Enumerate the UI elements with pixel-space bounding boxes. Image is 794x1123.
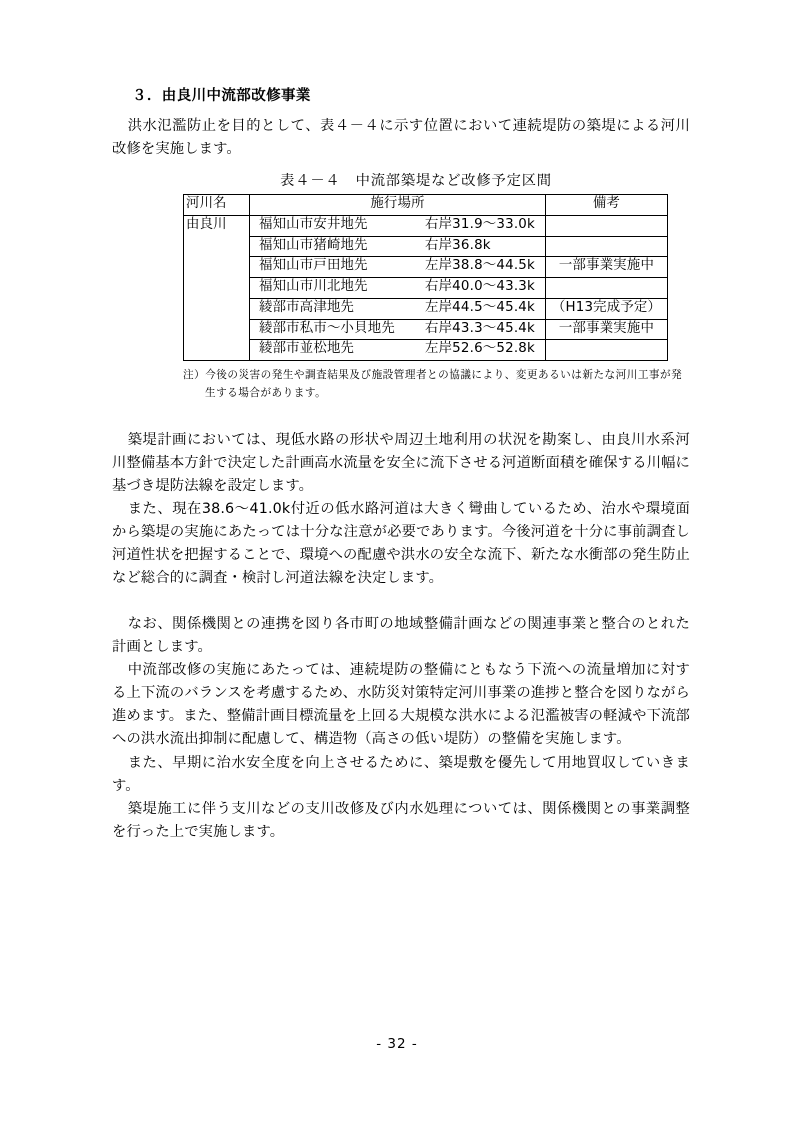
place-name: 福知山市猪崎地先 xyxy=(259,237,368,253)
section-heading: ３．由良川中流部改修事業 xyxy=(132,88,311,104)
intro-paragraph: 洪水氾濫防止を目的として、表４－４に示す位置において連続堤防の築堤による河川改修を実施します。 xyxy=(112,117,690,157)
body-paragraph-4: 中流部改修の実施にあたっては、連続堤防の整備にともなう下流への流量増加に対する上下流のバランスを考慮するため、水防災対策特定河川事業の進捗と整合を図りながら進めます。また、整備計画目標流量を上回る大規模な洪水による氾濫被害の軽減や下流部への洪水流出抑制に配慮して、構造物（高さの低い堤防）の整備を実施します。 xyxy=(112,661,690,748)
table-caption: 表４－４ 中流部築堤など改修予定区間 xyxy=(280,173,552,190)
body-paragraph-3: なお、関係機関との連携を図り各市町の地域整備計画などの関連事業と整合のとれた計画とします。 xyxy=(112,615,690,655)
body-paragraph-1: 築堤計画においては、現低水路の形状や周辺土地利用の状況を勘案し、由良川水系河川整備基本方針で決定した計画高水流量を安全に流下させる河道断面積を確保する川幅に基づき堤防法線を設定します。 xyxy=(112,431,690,494)
cell-remark xyxy=(546,278,668,299)
cell-place xyxy=(250,298,546,319)
place-station: 右岸43.3～45.4k xyxy=(425,320,535,336)
place-station: 左岸38.8～44.5k xyxy=(425,258,535,274)
cell-remark xyxy=(546,236,668,257)
table-row xyxy=(184,340,668,361)
cell-river-name: 由良川 xyxy=(184,215,250,360)
place-name: 福知山市安井地先 xyxy=(259,216,368,232)
cell-place xyxy=(250,319,546,340)
place-name: 綾部市高津地先 xyxy=(259,299,355,315)
cell-place xyxy=(250,215,546,236)
footnote-label: 注） xyxy=(183,369,206,382)
cell-place xyxy=(250,257,546,278)
place-name: 福知山市戸田地先 xyxy=(259,258,368,274)
column-header-remark: 備考 xyxy=(546,195,668,216)
place-station: 左岸52.6～52.8k xyxy=(425,341,535,357)
body-paragraph-6: 築堤施工に伴う支川などの支川改修及び内水処理については、関係機関との事業調整を行った上で実施します。 xyxy=(112,800,690,840)
table-row xyxy=(184,298,668,319)
place-station: 右岸31.9～33.0k xyxy=(425,216,535,232)
place-station: 右岸40.0～43.3k xyxy=(425,279,535,295)
footnote-line-1: 今後の災害の発生や調査結果及び施設管理者との協議により、変更あるいは新たな河川工事が発 xyxy=(205,369,683,382)
table-row xyxy=(184,278,668,299)
place-name: 綾部市私市～小貝地先 xyxy=(259,320,395,336)
table-footnote xyxy=(183,366,683,402)
place-station: 右岸36.8k xyxy=(425,237,491,253)
body-paragraph-5: また、早期に治水安全度を向上させるために、築堤敷を優先して用地買収していきます。 xyxy=(112,754,690,794)
cell-place xyxy=(250,340,546,361)
table-row xyxy=(184,236,668,257)
cell-remark xyxy=(546,215,668,236)
place-name: 福知山市川北地先 xyxy=(259,279,368,295)
place-name: 綾部市並松地先 xyxy=(259,341,355,357)
table-header-row xyxy=(184,195,668,216)
cell-place xyxy=(250,278,546,299)
column-header-river: 河川名 xyxy=(184,195,250,216)
page-number: - 32 - xyxy=(376,1036,418,1052)
place-station: 左岸44.5～45.4k xyxy=(425,299,535,315)
cell-remark: （H13完成予定） xyxy=(546,298,668,319)
page-content xyxy=(112,86,690,844)
cell-remark: 一部事業実施中 xyxy=(546,319,668,340)
body-paragraph-2: また、現在38.6～41.0k付近の低水路河道は大きく彎曲しているため、治水や環境面から築堤の実施にあたっては十分な注意が必要であります。今後河道を十分に事前調査し河道性状を把握することで、環境への配慮や洪水の安全な流下、新たな水衝部の発生防止など総合的に調査・検討し河道法線を決定します。 xyxy=(112,500,690,587)
cell-remark: 一部事業実施中 xyxy=(546,257,668,278)
table-row xyxy=(184,215,668,236)
cell-remark xyxy=(546,340,668,361)
table-4-4-wrapper xyxy=(112,170,690,402)
column-header-place: 施行場所 xyxy=(250,195,546,216)
table-row xyxy=(184,319,668,340)
improvement-sections-table xyxy=(183,194,668,361)
cell-place xyxy=(250,236,546,257)
footnote-line-2: 生する場合があります。 xyxy=(205,387,327,400)
table-row xyxy=(184,257,668,278)
